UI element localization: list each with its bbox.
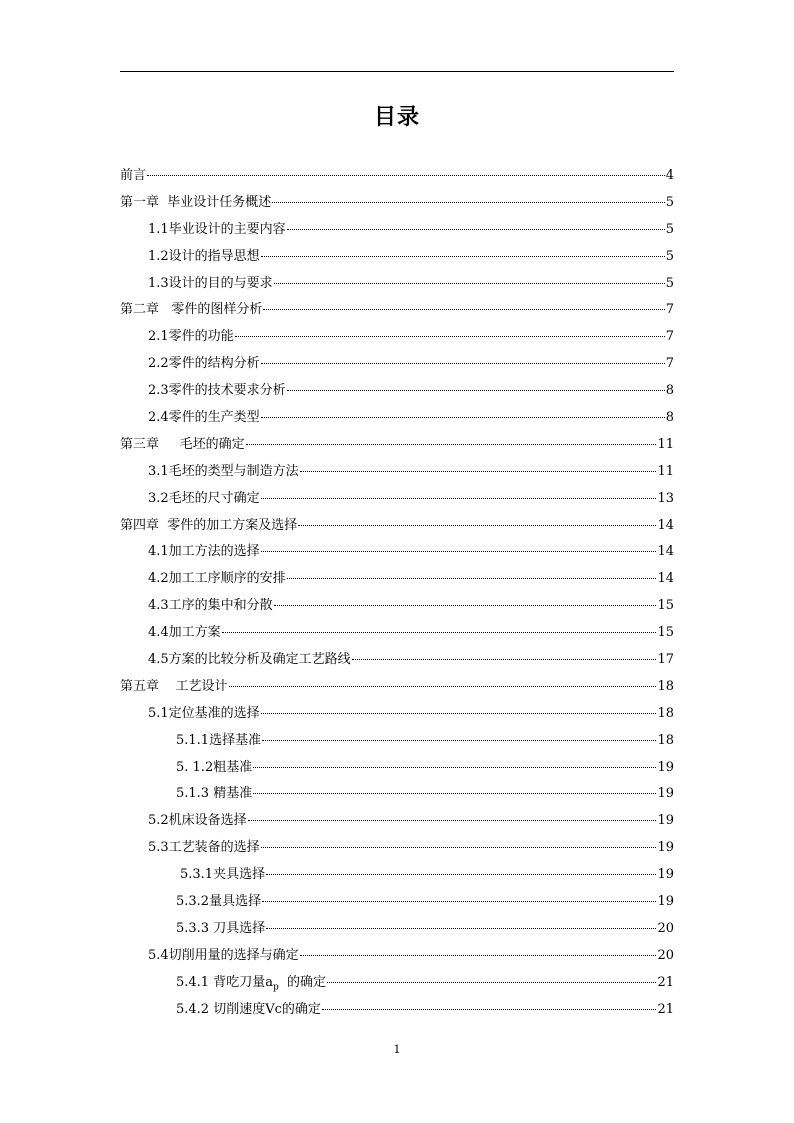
toc-entry-label-text: 5.3.2量具选择 (176, 894, 262, 910)
toc-entry-label (176, 998, 321, 1017)
toc-entry-label (148, 944, 299, 963)
toc-entry[interactable] (120, 944, 674, 971)
toc-entry-page: 8 (665, 410, 674, 426)
toc-entry-label-suffix: 的确定 (278, 974, 326, 990)
dot-leader (261, 417, 665, 418)
toc-entry-label (148, 352, 260, 371)
toc-entry-page: 19 (657, 813, 674, 829)
toc-entry-page: 14 (657, 544, 674, 560)
toc-entry-label (148, 648, 351, 667)
toc-entry-label (148, 379, 286, 398)
toc-entry-label (148, 540, 260, 559)
dot-leader (300, 955, 657, 956)
toc-entry-label (176, 971, 326, 993)
toc-entry-label-text: 5.3.1夹具选择 (180, 867, 266, 883)
toc-entry-page: 15 (657, 598, 674, 614)
dot-leader (253, 793, 656, 794)
toc-entry-label-text: 第一章 毕业设计任务概述 (120, 194, 272, 210)
toc-entry[interactable] (120, 621, 674, 648)
dot-leader (262, 901, 656, 902)
toc-entry[interactable] (120, 836, 674, 863)
toc-entry-label-text: 第四章 零件的加工方案及选择 (120, 517, 298, 533)
toc-entry-label (148, 702, 260, 721)
toc-entry-page: 5 (665, 194, 674, 210)
dot-leader (274, 283, 665, 284)
toc-entry-label-text: 5.4.1 背吃刀量a (176, 974, 273, 990)
dot-leader (246, 444, 657, 445)
dot-leader (266, 874, 656, 875)
toc-entry[interactable] (120, 890, 674, 917)
toc-entry[interactable] (120, 191, 674, 218)
toc-entry-label-text: 5.4.2 切削速度Vc的确定 (176, 1001, 321, 1017)
toc-entry-page: 8 (665, 383, 674, 399)
toc-entry-label-text: 4.5方案的比较分析及确定工艺路线 (148, 652, 351, 668)
dot-leader (272, 202, 664, 203)
toc-entry-label-text: 4.2加工工序顺序的安排 (148, 571, 286, 587)
toc-entry-page: 7 (665, 302, 674, 318)
toc-entry[interactable] (120, 487, 674, 514)
toc-entry-label (148, 218, 286, 237)
toc-entry-label (148, 809, 247, 828)
toc-entry-label (148, 487, 260, 506)
toc-entry[interactable] (120, 998, 674, 1025)
dot-leader (274, 605, 657, 606)
toc-entry-label-text: 第二章 零件的图样分析 (120, 302, 263, 318)
toc-entry-label (180, 863, 265, 882)
toc-entry[interactable] (120, 540, 674, 567)
toc-entry[interactable] (120, 729, 674, 756)
toc-entry[interactable] (120, 325, 674, 352)
toc-entry[interactable] (120, 809, 674, 836)
toc-entry[interactable] (120, 406, 674, 433)
toc-entry-page: 11 (657, 436, 674, 452)
toc-entry-page: 21 (657, 974, 674, 990)
page-number: 1 (393, 1043, 401, 1056)
toc-entry-label-text: 5. 1.2粗基准 (176, 759, 253, 775)
toc-entry[interactable] (120, 433, 674, 460)
toc-entry[interactable] (120, 460, 674, 487)
toc-entry-label (120, 675, 228, 694)
dot-leader (298, 525, 656, 526)
dot-leader (261, 551, 657, 552)
toc-entry-page: 18 (657, 705, 674, 721)
toc-entry-label (148, 621, 221, 640)
dot-leader (352, 659, 657, 660)
dot-leader (287, 229, 665, 230)
toc-entry-label-text: 5.2机床设备选择 (148, 813, 247, 829)
dot-leader (235, 336, 665, 337)
toc-entry-label-subscript: p (272, 982, 279, 993)
dot-leader (300, 471, 657, 472)
dot-leader (261, 498, 657, 499)
toc-entry-page: 4 (665, 168, 674, 183)
toc-entry-page: 19 (657, 867, 674, 883)
toc-entry-label-text: 1.2设计的指导思想 (148, 248, 260, 264)
dot-leader (261, 256, 665, 257)
toc-entry-label-text: 5.4切削用量的选择与确定 (148, 947, 299, 963)
toc-entry-label (148, 245, 260, 264)
toc-entry-label (120, 298, 262, 317)
dot-leader (248, 820, 657, 821)
toc-entry-label (148, 325, 234, 344)
toc-entry-label-text: 5.1.3 精基准 (176, 786, 253, 802)
toc-entry-label (120, 433, 245, 452)
dot-leader (261, 847, 657, 848)
toc-entry-page: 18 (657, 678, 674, 694)
toc-entry[interactable] (120, 245, 674, 272)
dot-leader (261, 713, 657, 714)
toc-entry[interactable] (120, 298, 674, 325)
toc-entry-label-text: 5.1定位基准的选择 (148, 705, 260, 721)
toc-entry-label (176, 917, 265, 936)
toc-entry[interactable] (120, 567, 674, 594)
toc-entry-label (148, 406, 260, 425)
toc-entry-label (176, 756, 252, 775)
toc-entry-label-text: 第三章 毛坯的确定 (120, 436, 245, 452)
toc-entry-label-text: 5.3.3 刀具选择 (176, 920, 266, 936)
toc-entry-label (176, 729, 261, 748)
toc-entry-page: 14 (657, 571, 674, 587)
dot-leader (287, 578, 657, 579)
toc-entry-page: 11 (657, 463, 674, 479)
toc-entry-label-text: 4.1加工方法的选择 (148, 544, 260, 560)
toc-entry-page: 14 (657, 517, 674, 533)
dot-leader (287, 390, 665, 391)
toc-entry[interactable] (120, 594, 674, 621)
toc-entry[interactable] (120, 164, 674, 191)
toc-entry[interactable] (120, 379, 674, 406)
toc-entry-label (176, 890, 261, 909)
toc-entry-page: 17 (657, 652, 674, 668)
toc-entry-label (148, 567, 286, 586)
toc-entry-page: 19 (657, 786, 674, 802)
dot-leader (261, 363, 665, 364)
toc-entry[interactable] (120, 218, 674, 245)
toc-entry-page: 15 (657, 625, 674, 641)
dot-leader (147, 175, 665, 176)
toc-entry-label-text: 4.3工序的集中和分散 (148, 598, 273, 614)
toc-entry-label (120, 164, 146, 183)
toc-entry[interactable] (120, 648, 674, 675)
dot-leader (327, 982, 656, 983)
toc-entry[interactable] (120, 756, 674, 783)
toc-entry-label-text: 3.1毛坯的类型与制造方法 (148, 463, 299, 479)
toc-entry-label (148, 272, 273, 291)
toc-entry-label (120, 514, 297, 533)
toc-entry-label-text: 5.3工艺装备的选择 (148, 840, 260, 856)
dot-leader (229, 686, 657, 687)
toc-entry-label (148, 460, 299, 479)
toc-entry-label-text: 2.2零件的结构分析 (148, 356, 260, 372)
toc-entry-label (148, 836, 260, 855)
toc-entry-label-text: 5.1.1选择基准 (176, 732, 262, 748)
toc-entry-page: 5 (665, 221, 674, 237)
toc-entry-page: 20 (657, 920, 674, 936)
toc-entry-page: 20 (657, 947, 674, 963)
toc-entry-label-text: 第五章 工艺设计 (120, 678, 228, 694)
dot-leader (322, 1009, 657, 1010)
toc-entry-label-text: 前言 (120, 168, 147, 183)
toc-entry-label (176, 782, 252, 801)
toc-entry-page: 19 (657, 759, 674, 775)
dot-leader (263, 309, 664, 310)
toc-entry-label-text: 1.3设计的目的与要求 (148, 275, 273, 291)
toc-entry-page: 21 (657, 1001, 674, 1017)
toc-entry-label-text: 2.3零件的技术要求分析 (148, 383, 286, 399)
toc-entry-label-text: 2.4零件的生产类型 (148, 410, 260, 426)
table-of-contents (120, 164, 674, 1025)
toc-entry[interactable] (120, 702, 674, 729)
toc-entry-page: 7 (665, 329, 674, 345)
toc-entry-page: 5 (665, 275, 674, 291)
toc-entry[interactable] (120, 782, 674, 809)
toc-entry-label-text: 2.1零件的功能 (148, 329, 234, 345)
toc-entry-page: 5 (665, 248, 674, 264)
toc-entry[interactable] (120, 971, 674, 998)
toc-entry-label (120, 191, 271, 210)
toc-entry[interactable] (120, 272, 674, 299)
toc-entry[interactable] (120, 675, 674, 702)
toc-entry-page: 13 (657, 490, 674, 506)
dot-leader (266, 928, 656, 929)
toc-entry[interactable] (120, 863, 674, 890)
dot-leader (262, 740, 656, 741)
toc-entry-page: 19 (657, 894, 674, 910)
toc-entry-label-text: 3.2毛坯的尺寸确定 (148, 490, 260, 506)
toc-entry[interactable] (120, 514, 674, 541)
dot-leader (253, 767, 656, 768)
dot-leader (222, 632, 657, 633)
header-rule (120, 71, 674, 72)
toc-entry[interactable] (120, 352, 674, 379)
toc-entry-label-text: 1.1毕业设计的主要内容 (148, 221, 286, 237)
toc-entry-page: 18 (657, 732, 674, 748)
toc-entry-page: 19 (657, 840, 674, 856)
toc-entry[interactable] (120, 917, 674, 944)
toc-entry-label (148, 594, 273, 613)
toc-entry-label-text: 4.4加工方案 (148, 625, 221, 641)
page-title: 目录 (373, 105, 420, 130)
toc-entry-page: 7 (665, 356, 674, 372)
